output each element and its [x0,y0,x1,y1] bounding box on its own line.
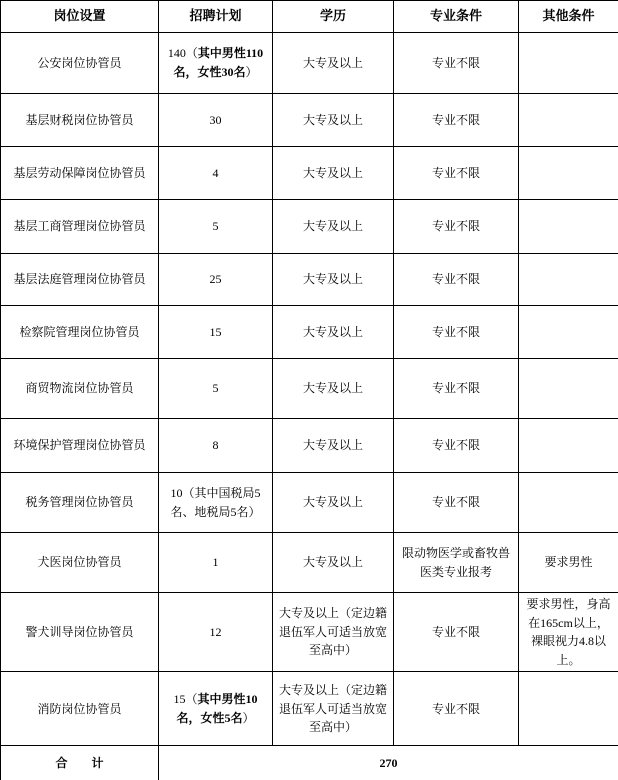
column-header-education: 学历 [273,1,394,33]
major-cell: 专业不限 [394,593,519,672]
position-cell: 基层财税岗位协管员 [1,94,159,147]
other-cell [519,147,618,200]
plan-cell [159,359,273,419]
education-cell: 大专及以上 [273,200,394,254]
education-cell: 大专及以上 [273,419,394,473]
column-header-position: 岗位设置 [1,1,159,33]
other-cell [519,672,618,746]
plan-text: 5 [212,381,219,396]
education-cell: 大专及以上 [273,359,394,419]
major-cell: 专业不限 [394,419,519,473]
table-row [1,359,618,419]
table-row [1,306,618,359]
plan-text: ） [242,710,255,725]
position-cell: 基层法庭管理岗位协管员 [1,254,159,306]
table-row [1,254,618,306]
column-header-major: 专业条件 [394,1,519,33]
plan-text: 12 [209,624,222,639]
plan-text: ） [245,65,258,79]
table-row [1,593,618,672]
position-cell: 消防岗位协管员 [1,672,159,746]
major-cell: 专业不限 [394,33,519,94]
table-row [1,94,618,147]
column-header-other: 其他条件 [519,1,618,33]
plan-text: 10（其中国税局5名、地税局5名） [170,485,261,519]
position-cell: 环境保护管理岗位协管员 [1,419,159,473]
education-cell: 大专及以上 [273,94,394,147]
other-cell [519,254,618,306]
plan-text-bold: 其中男性10名，女性5名 [176,692,258,725]
plan-cell [159,473,273,533]
plan-text: 4 [212,165,219,180]
position-cell: 犬医岗位协管员 [1,533,159,593]
total-value-cell: 270 [159,746,618,780]
other-cell [519,359,618,419]
major-cell: 专业不限 [394,147,519,200]
position-cell: 警犬训导岗位协管员 [1,593,159,672]
education-cell: 大专及以上（定边籍退伍军人可适当放宽至高中） [273,672,394,746]
plan-cell [159,672,273,746]
plan-cell [159,306,273,359]
table-body [1,33,618,746]
plan-cell [159,94,273,147]
table-row [1,672,618,746]
education-cell: 大专及以上 [273,147,394,200]
position-cell: 公安岗位协管员 [1,33,159,94]
total-row [1,746,618,780]
plan-cell [159,147,273,200]
plan-cell [159,33,273,94]
education-cell: 大专及以上 [273,533,394,593]
major-cell: 专业不限 [394,473,519,533]
other-cell [519,200,618,254]
other-cell [519,306,618,359]
major-cell: 专业不限 [394,359,519,419]
major-cell: 专业不限 [394,254,519,306]
column-header-plan: 招聘计划 [159,1,273,33]
education-cell: 大专及以上 [273,473,394,533]
major-cell: 专业不限 [394,94,519,147]
plan-text: 15（ [173,692,198,707]
position-cell: 税务管理岗位协管员 [1,473,159,533]
education-cell: 大专及以上 [273,254,394,306]
plan-cell [159,254,273,306]
other-cell [519,33,618,94]
education-cell: 大专及以上 [273,33,394,94]
plan-text-bold: 其中男性110名，女性30名 [173,46,264,79]
table-row [1,533,618,593]
plan-cell [159,533,273,593]
table-row [1,33,618,94]
header-row [1,1,618,33]
position-cell: 检察院管理岗位协管员 [1,306,159,359]
other-cell [519,473,618,533]
plan-cell [159,200,273,254]
plan-text: 25 [209,272,222,287]
other-cell [519,94,618,147]
plan-text: 1 [212,555,219,570]
total-label-cell: 合 计 [1,746,159,780]
position-cell: 基层劳动保障岗位协管员 [1,147,159,200]
other-cell: 要求男性 [519,533,618,593]
other-cell [519,419,618,473]
education-cell: 大专及以上 [273,306,394,359]
table-row [1,419,618,473]
major-cell: 专业不限 [394,306,519,359]
plan-text: 140（ [167,46,198,61]
position-cell: 商贸物流岗位协管员 [1,359,159,419]
table-row [1,473,618,533]
plan-text: 5 [212,219,219,234]
other-cell: 要求男性，身高在165cm以上，裸眼视力4.8以上。 [519,593,618,672]
plan-cell [159,419,273,473]
position-cell: 基层工商管理岗位协管员 [1,200,159,254]
plan-text: 8 [212,438,219,453]
plan-text: 30 [209,112,222,127]
table-row [1,200,618,254]
major-cell: 限动物医学或畜牧兽医类专业报考 [394,533,519,593]
table-row [1,147,618,200]
education-cell: 大专及以上（定边籍退伍军人可适当放宽至高中） [273,593,394,672]
major-cell: 专业不限 [394,200,519,254]
major-cell: 专业不限 [394,672,519,746]
plan-text: 15 [209,324,222,339]
plan-cell [159,593,273,672]
